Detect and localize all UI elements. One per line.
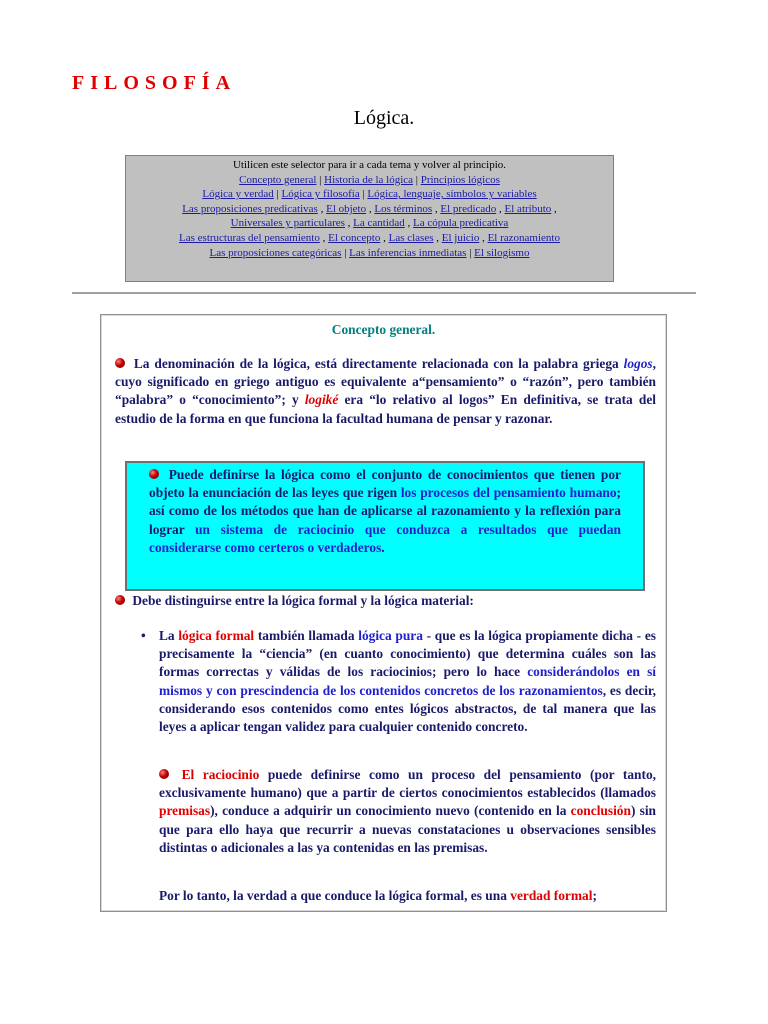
selector-links [126, 173, 613, 261]
section-title: Concepto general. [331, 322, 436, 337]
link-separator: , [380, 231, 389, 244]
topic-link[interactable]: La cantidad [353, 217, 405, 230]
link-separator: | [359, 188, 368, 201]
topic-link[interactable]: Las estructuras del pensamiento [179, 231, 320, 244]
selector-row [126, 246, 613, 261]
paragraph-distinction: Debe distinguirse entre la lógica formal y la lógica material: [115, 592, 656, 610]
content-panel [100, 314, 667, 912]
link-separator: , [404, 217, 414, 230]
red-ball-bullet-icon [115, 595, 125, 605]
topic-link[interactable]: El objeto [326, 202, 367, 215]
selector-row [126, 202, 613, 217]
link-separator: | [316, 173, 325, 186]
topic-link[interactable]: El concepto [328, 231, 381, 244]
topic-link[interactable]: Lógica, lenguaje, símbolos y variables [367, 188, 537, 201]
topic-link[interactable]: Las inferencias inmediatas [349, 246, 467, 259]
selector-row [126, 216, 613, 231]
link-separator: , [317, 202, 327, 215]
link-separator: , [433, 231, 442, 244]
link-separator: , [479, 231, 488, 244]
link-separator: | [413, 173, 421, 186]
paragraph-formal-truth: Por lo tanto, la verdad a que conduce la lógica formal, es una verdad formal; [159, 888, 597, 903]
topic-link[interactable]: Lógica y verdad [202, 188, 274, 201]
red-ball-bullet-icon [115, 358, 125, 368]
link-separator: , [551, 202, 557, 215]
paragraph-definition: La denominación de la lógica, está directamente relacionada con la palabra griega logos, cuyo significado en griego antiguo es equivalente a“pensamiento” o “razón”, pero también “palabra” o “conocimiento”; y logiké era “lo relativo al logos” En definitiva, se trata del estudio de la forma en que funciona la facultad humana de pensar y razonar. [115, 356, 657, 426]
topic-link[interactable]: El predicado [440, 202, 497, 215]
selector-row [126, 173, 613, 188]
divider [72, 292, 696, 294]
list-item-formal-logic: La lógica formal también llamada lógica pura - que es la lógica propiamente dicha - es precisamente la “ciencia” (en cuanto conocimiento) que determina cuáles son las formas correctas y válidas de los raciocinios; pero lo hace considerándolos en sí mismos y con prescindencia de los contenidos concretos de los razonamientos, es decir, considerando esos contenidos como entes lógicos abstractos, de tal manera que las leyes a aplicar tengan validez para cualquier contenido concreto. [159, 628, 657, 735]
link-separator: , [319, 231, 329, 244]
paragraph-raciocinio: El raciocinio puede definirse como un proceso del pensamiento (por tanto, exclusivamente humano) que a partir de ciertos conocimientos establecidos (llamados premisas), conduce a adquirir un conocimiento nuevo (contenido en la conclusión) sin que para ello haya que recurrir a nuevas constataciones u observaciones sensibles distintas o adicionales a las ya contenidas en las premisas. [159, 767, 656, 855]
topic-link[interactable]: Principios lógicos [420, 173, 500, 186]
topic-link[interactable]: Las proposiciones categóricas [209, 246, 342, 259]
link-separator: , [496, 202, 505, 215]
topic-link[interactable]: Historia de la lógica [324, 173, 414, 186]
selector-row [126, 231, 613, 246]
topic-selector [125, 155, 614, 282]
topic-link[interactable]: Los términos [374, 202, 433, 215]
link-separator: | [273, 188, 282, 201]
link-separator: | [466, 246, 475, 259]
link-separator: , [366, 202, 375, 215]
topic-link[interactable]: El razonamiento [487, 231, 560, 244]
list-bullet-icon: • [141, 628, 146, 643]
topic-link[interactable]: Las proposiciones predicativas [182, 202, 318, 215]
red-ball-bullet-icon [159, 769, 169, 779]
link-separator: , [344, 217, 354, 230]
site-title: FILOSOFÍA [72, 72, 237, 94]
link-separator: , [432, 202, 441, 215]
link-separator: | [341, 246, 350, 259]
red-ball-bullet-icon [149, 469, 159, 479]
topic-link[interactable]: El juicio [441, 231, 480, 244]
topic-link[interactable]: Concepto general [239, 173, 317, 186]
topic-link[interactable]: El atributo [504, 202, 552, 215]
definition-box: Puede definirse la lógica como el conjunto de conocimientos que tienen por objeto la enunciación de las leyes que rigen los procesos del pensamiento humano; así como de los métodos que han de aplicarse al razonamiento y la reflexión para lograr un sistema de raciocinio que conduzca a resultados que puedan considerarse como certeros o verdaderos. [125, 461, 645, 591]
selector-row [126, 187, 613, 202]
selector-intro: Utilicen este selector para ir a cada tema y volver al principio. [232, 159, 507, 171]
topic-link[interactable]: El silogismo [474, 246, 530, 259]
topic-link[interactable]: Las clases [388, 231, 434, 244]
topic-link[interactable]: Lógica y filosofía [281, 188, 360, 201]
topic-link[interactable]: La cópula predicativa [413, 217, 509, 230]
page-title: Lógica. [353, 107, 415, 129]
topic-link[interactable]: Universales y particulares [230, 217, 345, 230]
